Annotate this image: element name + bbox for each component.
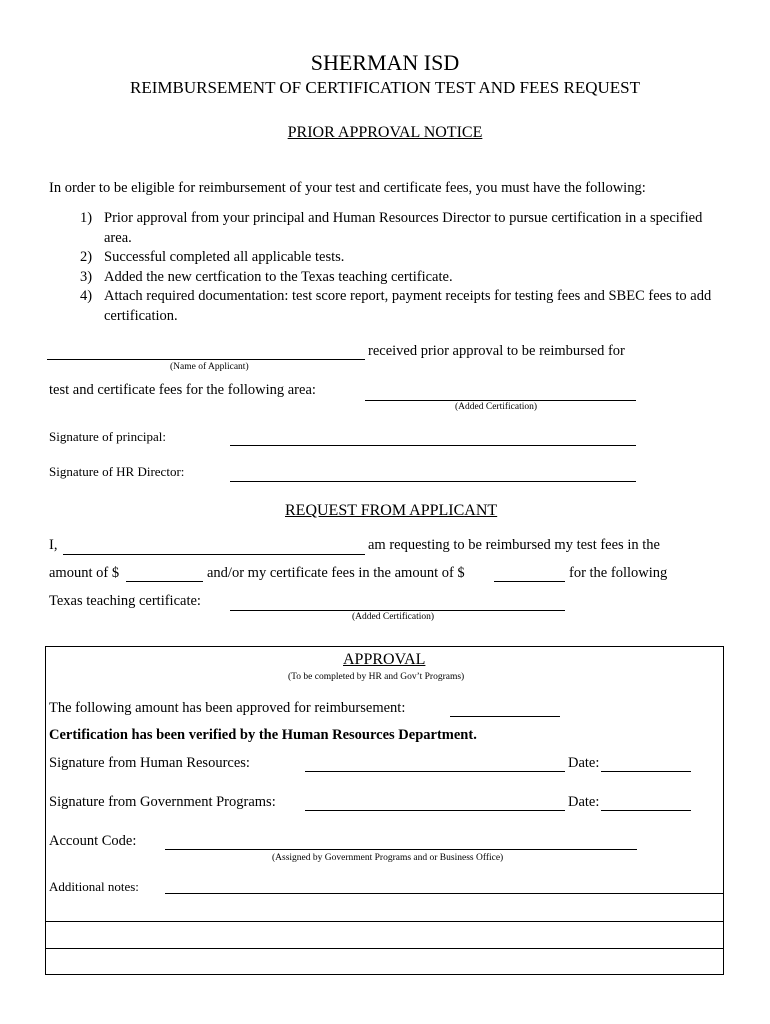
form-title: REIMBURSEMENT OF CERTIFICATION TEST AND FEES REQUEST [130, 78, 640, 97]
hr-director-signature-label: Signature of HR Director: [49, 464, 185, 479]
intro-text: In order to be eligible for reimbursement of your test and certificate fees, you must have the following: [49, 180, 646, 196]
account-code-caption: (Assigned by Government Programs and or Business Office) [272, 853, 504, 863]
list-number: 1) [80, 210, 93, 226]
requesting-text: am requesting to be reimbursed my test fees in the [368, 537, 660, 553]
added-certification-field[interactable] [365, 382, 636, 401]
added-certification-caption: (Added Certification) [455, 402, 538, 412]
following-text: for the following [569, 565, 668, 581]
prior-approval-heading: PRIOR APPROVAL NOTICE [287, 124, 483, 141]
applicant-name-field[interactable] [47, 341, 365, 360]
hr-director-signature-field[interactable] [230, 463, 636, 482]
hr-date-label: Date: [568, 755, 600, 771]
list-number: 4) [80, 288, 93, 304]
hr-signature-field[interactable] [305, 753, 565, 772]
name-caption: (Name of Applicant) [170, 362, 249, 372]
notes-line-2 [46, 948, 723, 949]
hr-signature-label: Signature from Human Resources: [49, 755, 250, 771]
added-certification-caption-2: (Added Certification) [352, 612, 435, 622]
account-code-label: Account Code: [49, 833, 137, 849]
organization-name: SHERMAN ISD [310, 50, 460, 75]
gov-signature-field[interactable] [305, 792, 565, 811]
certificate-fees-text: and/or my certificate fees in the amount of $ [207, 565, 465, 581]
hr-date-field[interactable] [601, 753, 691, 772]
list-item [80, 268, 720, 288]
gov-date-label: Date: [568, 794, 600, 810]
list-item [80, 248, 720, 268]
list-item [80, 209, 720, 248]
list-item [80, 287, 720, 326]
approval-subheading: (To be completed by HR and Gov’t Programs) [288, 672, 465, 682]
area-text: test and certificate fees for the following area: [49, 382, 316, 398]
list-number: 3) [80, 268, 93, 285]
request-heading: REQUEST FROM APPLICANT [285, 502, 498, 519]
list-text: Added the new certfication to the Texas teaching certificate. [104, 268, 453, 285]
approval-box [45, 646, 724, 975]
approval-heading: APPROVAL [343, 651, 426, 668]
list-text: Prior approval from your principal and Human Resources Director to pursue certification in a specified area. [104, 210, 703, 246]
principal-signature-field[interactable] [230, 427, 636, 446]
list-number: 2) [80, 249, 93, 265]
additional-notes-label: Additional notes: [49, 879, 139, 894]
test-fee-amount-field[interactable] [126, 563, 203, 582]
gov-date-field[interactable] [601, 792, 691, 811]
additional-notes-field[interactable] [165, 875, 723, 894]
amount-label: amount of $ [49, 565, 120, 581]
i-label: I, [49, 537, 58, 553]
applicant-i-field[interactable] [63, 536, 365, 555]
list-text: Attach required documentation: test score report, payment receipts for testing fees and SBEC fees to add certification. [104, 288, 712, 324]
approved-amount-label: The following amount has been approved for reimbursement: [49, 700, 406, 716]
principal-signature-label: Signature of principal: [49, 429, 166, 444]
requirements-list [80, 209, 720, 326]
list-text: Successful completed all applicable tests. [104, 249, 345, 265]
verified-text: Certification has been verified by the Human Resources Department. [49, 727, 477, 743]
texas-certificate-label: Texas teaching certificate: [49, 593, 201, 609]
approved-amount-field[interactable] [450, 698, 560, 717]
notes-line-1 [46, 921, 723, 922]
certificate-fee-amount-field[interactable] [494, 563, 565, 582]
account-code-field[interactable] [165, 831, 637, 850]
gov-signature-label: Signature from Government Programs: [49, 794, 276, 810]
texas-certificate-field[interactable] [230, 592, 565, 611]
received-approval-text: received prior approval to be reimbursed for [368, 343, 625, 359]
